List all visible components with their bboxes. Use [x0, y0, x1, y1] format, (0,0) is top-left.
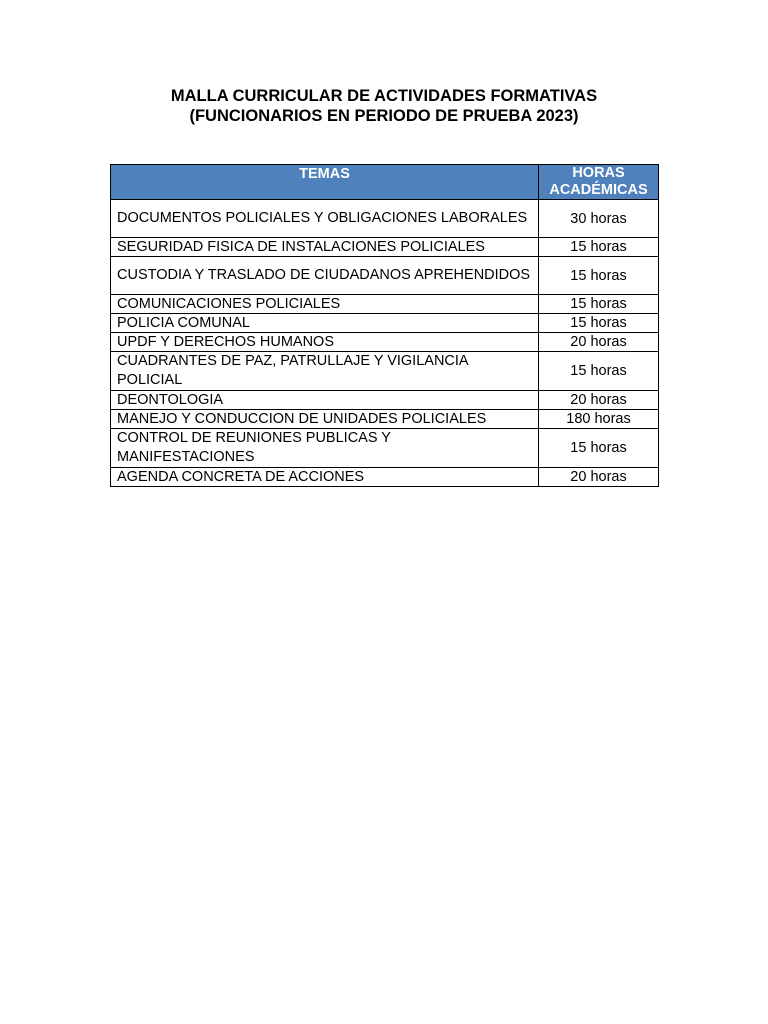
table-row [111, 295, 659, 314]
table-row [111, 257, 659, 295]
cell-horas: 15 horas [539, 429, 659, 468]
cell-horas: 20 horas [539, 468, 659, 487]
cell-tema: CUSTODIA Y TRASLADO DE CIUDADANOS APREHENDIDOS [111, 257, 539, 295]
table-row [111, 391, 659, 410]
table-row [111, 468, 659, 487]
cell-horas: 30 horas [539, 200, 659, 238]
header-temas: TEMAS [111, 165, 539, 200]
cell-horas: 15 horas [539, 295, 659, 314]
table-row [111, 429, 659, 468]
cell-tema: POLICIA COMUNAL [111, 314, 539, 333]
document-title [0, 86, 768, 126]
cell-tema: CONTROL DE REUNIONES PUBLICAS Y MANIFESTACIONES [111, 429, 539, 468]
cell-horas: 15 horas [539, 238, 659, 257]
title-line-1: MALLA CURRICULAR DE ACTIVIDADES FORMATIVAS [170, 87, 598, 105]
table-row [111, 352, 659, 391]
title-line-2: (FUNCIONARIOS EN PERIODO DE PRUEBA 2023) [189, 107, 579, 125]
cell-tema: COMUNICACIONES POLICIALES [111, 295, 539, 314]
cell-tema: UPDF Y DERECHOS HUMANOS [111, 333, 539, 352]
header-horas-line-1: HORAS [572, 165, 625, 181]
cell-tema: SEGURIDAD FISICA DE INSTALACIONES POLICIALES [111, 238, 539, 257]
header-horas-academicas [539, 165, 659, 200]
table-row [111, 200, 659, 238]
table-row [111, 410, 659, 429]
table-header-row [111, 165, 659, 200]
cell-horas: 180 horas [539, 410, 659, 429]
curriculum-table [110, 164, 659, 487]
cell-tema: CUADRANTES DE PAZ, PATRULLAJE Y VIGILANCIA POLICIAL [111, 352, 539, 391]
header-horas-line-2: ACADÉMICAS [549, 182, 648, 198]
cell-tema: MANEJO Y CONDUCCION DE UNIDADES POLICIALES [111, 410, 539, 429]
cell-horas: 20 horas [539, 333, 659, 352]
cell-tema: DEONTOLOGIA [111, 391, 539, 410]
table-row [111, 333, 659, 352]
cell-tema: DOCUMENTOS POLICIALES Y OBLIGACIONES LABORALES [111, 200, 539, 238]
table-row [111, 314, 659, 333]
cell-tema: AGENDA CONCRETA DE ACCIONES [111, 468, 539, 487]
cell-horas: 20 horas [539, 391, 659, 410]
table-row [111, 238, 659, 257]
cell-horas: 15 horas [539, 352, 659, 391]
cell-horas: 15 horas [539, 314, 659, 333]
cell-horas: 15 horas [539, 257, 659, 295]
